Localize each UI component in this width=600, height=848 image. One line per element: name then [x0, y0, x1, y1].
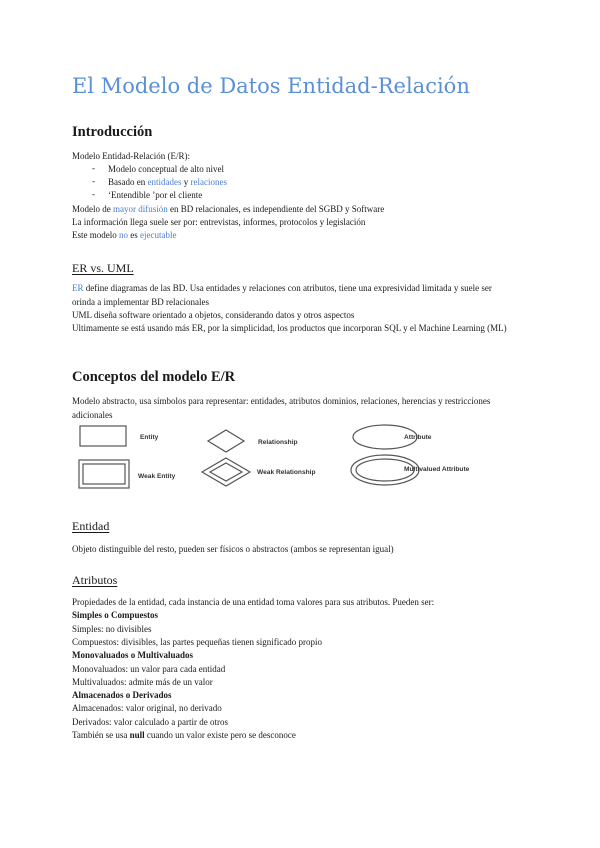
atributos-line: Compuestos: divisibles, las partes pequeñas tienen significado propio — [72, 636, 322, 647]
entidad-paragraph: Objeto distinguible del resto, pueden ser físicos o abstractos (ambos se representan igual) — [72, 544, 394, 554]
atributos-subheading: Simples o Compuestos — [72, 610, 159, 621]
atributos-line: Multivaluados: admite más de un valor — [72, 676, 213, 687]
intro-line-3: La información llega suele ser por: entrevistas, informes, protocolos y legislación — [72, 217, 366, 227]
attribute-label: Attribute — [404, 434, 432, 441]
atributos-line: Derivados: valor calculado a partir de otros — [72, 716, 228, 727]
er-uml-paragraph-3: Ultimamente se está usando más ER, por la simplicidad, los productos que incorporan SQL y el Machine Learning (ML) — [72, 323, 507, 333]
er-uml-paragraph-2: UML diseña software orientado a objetos, considerando datos y otros aspectos — [72, 310, 355, 320]
heading-conceptos: Conceptos del modelo E/R — [72, 369, 236, 385]
heading-atributos: Atributos — [72, 573, 118, 587]
intro-bullet-3: ‘Entendible ’por el cliente — [108, 190, 203, 200]
atributos-null-line: También se usa null cuando un valor existe pero se desconoce — [72, 730, 296, 740]
intro-line-4: Este modelo no es ejecutable — [72, 230, 177, 240]
heading-er-vs-uml: ER vs. UML — [72, 261, 134, 275]
atributos-subheading: Monovaluados o Multivaluados — [72, 650, 194, 661]
entity-label: Entity — [140, 434, 159, 441]
entity-symbol — [80, 426, 126, 446]
weak-relationship-label: Weak Relationship — [257, 469, 316, 476]
intro-bullet-1: Modelo conceptual de alto nivel — [108, 164, 224, 174]
multivalued-label: Multivalued Attribute — [404, 466, 470, 473]
heading-entidad: Entidad — [72, 519, 110, 533]
atributos-line: Almacenados: valor original, no derivado — [72, 703, 222, 714]
atributos-line: Simples: no divisibles — [72, 623, 152, 634]
bullet-dash: - — [92, 176, 95, 186]
conceptos-paragraph: Modelo abstracto, usa símbolos para representar: entidades, atributos dominios, relaciones, herencias y restricciones adicionales — [72, 396, 491, 420]
intro-line-2: Modelo de mayor difusión en BD relacionales, es independiente del SGBD y Software — [72, 204, 385, 214]
weak-entity-label: Weak Entity — [138, 473, 176, 480]
bullet-dash: - — [92, 163, 95, 173]
atributos-line: Monovaluados: un valor para cada entidad — [72, 663, 226, 674]
heading-introduccion: Introducción — [72, 124, 153, 140]
atributos-subheading: Almacenados o Derivados — [72, 690, 172, 701]
relationship-label: Relationship — [258, 439, 298, 446]
atributos-line: Propiedades de la entidad, cada instancia de una entidad toma valores para sus atributos. Pueden ser: — [72, 597, 435, 607]
weak-entity-inner — [83, 464, 125, 484]
bullet-dash: - — [92, 189, 95, 199]
document-title: El Modelo de Datos Entidad-Relación — [72, 74, 470, 98]
relationship-symbol — [208, 430, 244, 452]
intro-line-1: Modelo Entidad-Relación (E/R): — [72, 151, 190, 161]
er-uml-paragraph-1: ER define diagramas de las BD. Usa entidades y relaciones con atributos, tiene una expresividad limitada y suele ser orinda a implementar BD relacionales — [72, 283, 492, 307]
intro-bullet-2: Basado en entidades y relaciones — [108, 177, 227, 187]
er-symbols-diagram — [72, 422, 512, 494]
